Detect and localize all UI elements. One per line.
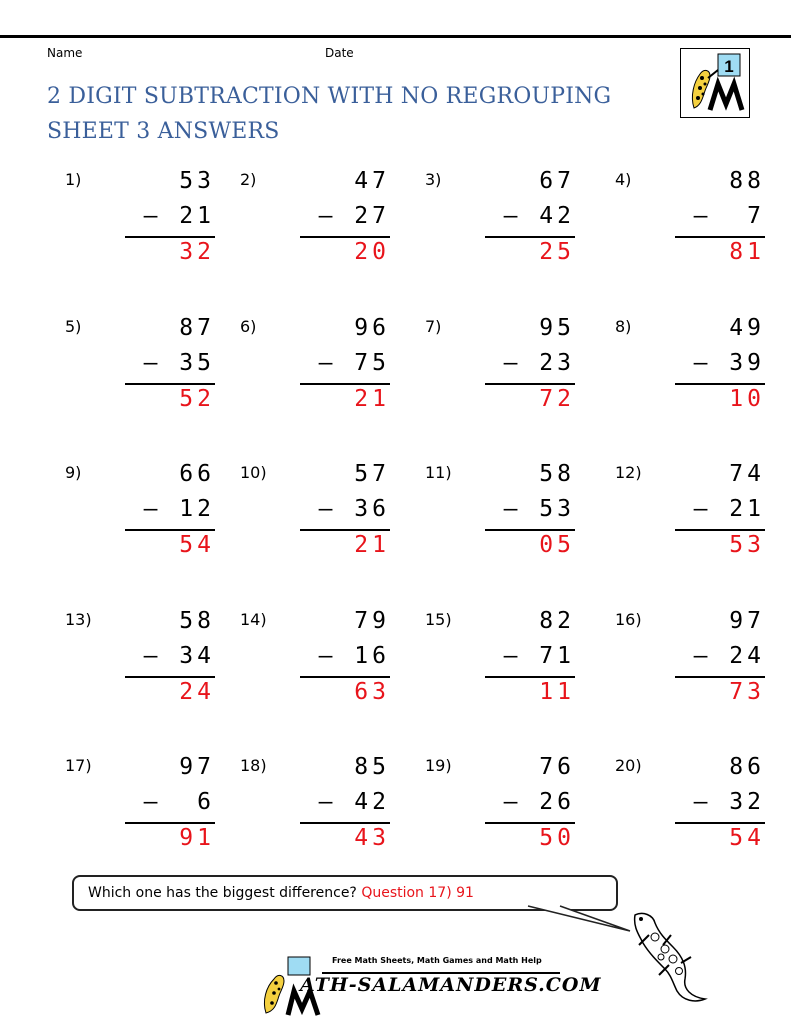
problem-number: 10) [240, 463, 267, 482]
problem-number: 20) [615, 756, 642, 775]
worksheet-title: 2 DIGIT SUBTRACTION WITH NO REGROUPING [47, 84, 612, 109]
problem-number: 6) [240, 317, 257, 336]
subtrahend: – 34 [143, 643, 215, 669]
minuend: 53 [179, 168, 215, 194]
answer-line [300, 676, 390, 678]
problem-number: 14) [240, 610, 267, 629]
problem-number: 5) [65, 317, 82, 336]
problem-13 [65, 610, 215, 720]
problem-5 [65, 317, 215, 427]
minuend: 82 [539, 608, 575, 634]
problem-number: 8) [615, 317, 632, 336]
minuend: 97 [729, 608, 765, 634]
answer: 25 [539, 239, 575, 265]
subtrahend: – 21 [693, 496, 765, 522]
subtrahend: – 23 [503, 350, 575, 376]
answer-line [300, 383, 390, 385]
minuend: 66 [179, 461, 215, 487]
minuend: 79 [354, 608, 390, 634]
minuend: 58 [179, 608, 215, 634]
subtrahend: – 16 [318, 643, 390, 669]
problem-9 [65, 463, 215, 573]
minuend: 86 [729, 754, 765, 780]
answer-line [125, 236, 215, 238]
answer: 05 [539, 532, 575, 558]
answer: 50 [539, 825, 575, 851]
minuend: 87 [179, 315, 215, 341]
answer-line [485, 822, 575, 824]
subtrahend: – 26 [503, 789, 575, 815]
minuend: 74 [729, 461, 765, 487]
problem-16 [615, 610, 765, 720]
answer: 63 [354, 679, 390, 705]
problem-10 [240, 463, 390, 573]
problem-number: 3) [425, 170, 442, 189]
name-label: Name [47, 46, 83, 60]
answer: 52 [179, 386, 215, 412]
answer: 73 [729, 679, 765, 705]
salamander-logo-icon [680, 48, 750, 118]
problem-number: 18) [240, 756, 267, 775]
problem-number: 2) [240, 170, 257, 189]
subtrahend: – 75 [318, 350, 390, 376]
answer: 81 [729, 239, 765, 265]
bonus-answer-text: Question 17) 91 [361, 885, 474, 901]
worksheet-subtitle: SHEET 3 ANSWERS [47, 119, 280, 144]
minuend: 49 [729, 315, 765, 341]
problem-7 [425, 317, 575, 427]
subtrahend: – 12 [143, 496, 215, 522]
answer-line [675, 529, 765, 531]
answer: 24 [179, 679, 215, 705]
date-label: Date [325, 46, 354, 60]
problem-15 [425, 610, 575, 720]
subtrahend: – 21 [143, 203, 215, 229]
minuend: 88 [729, 168, 765, 194]
problem-20 [615, 756, 765, 866]
salamander-icon [625, 905, 715, 1005]
answer: 91 [179, 825, 215, 851]
problem-number: 19) [425, 756, 452, 775]
problem-3 [425, 170, 575, 280]
subtrahend: – 27 [318, 203, 390, 229]
problem-17 [65, 756, 215, 866]
problem-number: 11) [425, 463, 452, 482]
logo-digit: 1 [724, 57, 734, 76]
minuend: 85 [354, 754, 390, 780]
problem-number: 12) [615, 463, 642, 482]
minuend: 58 [539, 461, 575, 487]
problem-number: 13) [65, 610, 92, 629]
problem-11 [425, 463, 575, 573]
answer-line [485, 676, 575, 678]
problem-6 [240, 317, 390, 427]
problem-number: 9) [65, 463, 82, 482]
answer: 11 [539, 679, 575, 705]
problem-number: 17) [65, 756, 92, 775]
answer-line [675, 236, 765, 238]
answer-line [125, 529, 215, 531]
minuend: 47 [354, 168, 390, 194]
problem-number: 16) [615, 610, 642, 629]
problem-19 [425, 756, 575, 866]
subtrahend: – 36 [318, 496, 390, 522]
answer: 32 [179, 239, 215, 265]
minuend: 76 [539, 754, 575, 780]
answer-line [300, 236, 390, 238]
answer-line [675, 676, 765, 678]
problem-number: 15) [425, 610, 452, 629]
problem-number: 1) [65, 170, 82, 189]
problem-number: 7) [425, 317, 442, 336]
answer: 54 [179, 532, 215, 558]
problem-14 [240, 610, 390, 720]
bonus-question-text: Which one has the biggest difference? [88, 885, 357, 901]
subtrahend: – 32 [693, 789, 765, 815]
subtrahend: – 53 [503, 496, 575, 522]
minuend: 97 [179, 754, 215, 780]
answer-line [125, 676, 215, 678]
subtrahend: – 35 [143, 350, 215, 376]
answer: 21 [354, 386, 390, 412]
problem-4 [615, 170, 765, 280]
footer-tagline: Free Math Sheets, Math Games and Math Help [332, 956, 542, 965]
answer: 54 [729, 825, 765, 851]
subtrahend: – 71 [503, 643, 575, 669]
answer: 43 [354, 825, 390, 851]
subtrahend: – 24 [693, 643, 765, 669]
problem-12 [615, 463, 765, 573]
answer: 53 [729, 532, 765, 558]
header-rule [0, 35, 791, 38]
answer: 21 [354, 532, 390, 558]
problem-2 [240, 170, 390, 280]
problem-number: 4) [615, 170, 632, 189]
minuend: 96 [354, 315, 390, 341]
answer-line [485, 529, 575, 531]
answer-line [300, 529, 390, 531]
footer-brand: ATH-SALAMANDERS.COM [300, 974, 602, 996]
answer-line [485, 236, 575, 238]
answer-line [300, 822, 390, 824]
minuend: 95 [539, 315, 575, 341]
problem-1 [65, 170, 215, 280]
subtrahend: – 7 [693, 203, 765, 229]
minuend: 67 [539, 168, 575, 194]
answer: 20 [354, 239, 390, 265]
minuend: 57 [354, 461, 390, 487]
answer-line [125, 383, 215, 385]
answer: 10 [729, 386, 765, 412]
subtrahend: – 6 [143, 789, 215, 815]
answer-line [125, 822, 215, 824]
subtrahend: – 39 [693, 350, 765, 376]
subtrahend: – 42 [318, 789, 390, 815]
problem-18 [240, 756, 390, 866]
answer-line [485, 383, 575, 385]
answer-line [675, 822, 765, 824]
answer-line [675, 383, 765, 385]
answer: 72 [539, 386, 575, 412]
subtrahend: – 42 [503, 203, 575, 229]
speech-tail [520, 905, 640, 935]
problem-8 [615, 317, 765, 427]
